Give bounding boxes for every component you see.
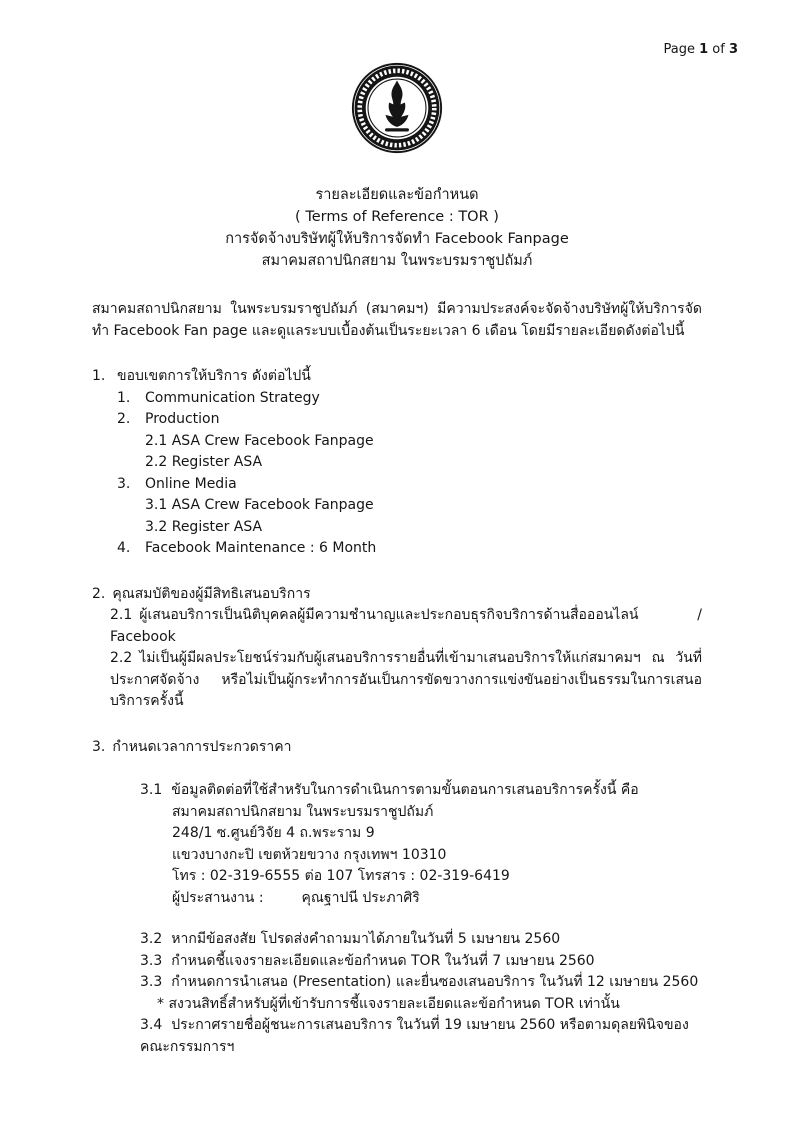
page-number-middle: of xyxy=(712,42,725,57)
section-1-heading xyxy=(92,366,702,388)
item-label: 3.1 xyxy=(140,782,163,798)
item-label: 3.3 xyxy=(140,952,163,969)
list-subitem xyxy=(92,495,702,517)
title-line-4: สมาคมสถาปนิกสยาม ในพระบรมราชูปถัมภ์ xyxy=(261,253,533,269)
coordinator-name: คุณฐาปนี ประภาศิริ xyxy=(301,889,420,906)
item-text: ข้อมูลติดต่อที่ใช้สำหรับในการดำเนินการตามขั้นตอนการเสนอบริการครั้งนี้ คือ xyxy=(171,782,639,798)
list-item-number: 1. xyxy=(117,389,131,406)
title-line-2: ( Terms of Reference : TOR ) xyxy=(295,209,499,225)
list-item-number: 4. xyxy=(117,540,131,556)
contact-org-name: สมาคมสถาปนิกสยาม ในพระบรมราชูปถัมภ์ xyxy=(172,803,434,820)
item-label: 3.2 xyxy=(140,931,163,947)
list-item-text: Facebook Maintenance : 6 Month xyxy=(145,540,377,556)
logo-container xyxy=(92,0,702,154)
section-2-heading xyxy=(92,584,702,606)
schedule-item xyxy=(92,951,702,973)
title-line-3: การจัดจ้างบริษัทผู้ให้บริการจัดทำ Facebook Fanpage xyxy=(225,231,569,247)
list-subitem xyxy=(92,517,702,539)
list-item-text: 3.1 ASA Crew Facebook Fanpage xyxy=(145,497,374,513)
schedule-item xyxy=(92,1015,702,1058)
list-item xyxy=(92,409,702,431)
section-2-item xyxy=(92,605,702,648)
list-subitem xyxy=(92,452,702,474)
page-number-prefix: Page xyxy=(663,42,695,57)
page-number xyxy=(663,42,738,58)
list-item-text: Production xyxy=(145,411,220,427)
section-2-item xyxy=(92,648,702,713)
item-text: กำหนดการนำเสนอ (Presentation) และยื่นซองเสนอบริการ ในวันที่ 12 เมษายน 2560 xyxy=(171,974,699,990)
list-item-text: 2.1 ASA Crew Facebook Fanpage xyxy=(145,432,374,449)
list-item-text: 3.2 Register ASA xyxy=(145,518,263,535)
schedule-block xyxy=(92,929,702,1058)
list-item xyxy=(92,474,702,496)
list-item-number: 3. xyxy=(117,475,131,492)
item-text: ประกาศรายชื่อผู้ชนะการเสนอบริการ ในวันที่ 19 เมษายน 2560 หรือตามดุลยพินิจของคณะกรรมการฯ xyxy=(140,1017,689,1055)
section-2-title: คุณสมบัติของผู้มีสิทธิเสนอบริการ xyxy=(112,585,311,602)
section-3-heading xyxy=(92,737,702,759)
item-label: 3.4 xyxy=(140,1017,163,1033)
contact-phone-fax: โทร : 02-319-6555 ต่อ 107 โทรสาร : 02-319-6419 xyxy=(172,868,510,884)
title-line-1: รายละเอียดและข้อกำหนด xyxy=(315,187,479,203)
item-text: หากมีข้อสงสัย โปรดส่งคำถามมาได้ภายในวันที่ 5 เมษายน 2560 xyxy=(171,931,561,947)
list-item-text: Communication Strategy xyxy=(145,389,320,406)
intro-paragraph: สมาคมสถาปนิกสยาม ในพระบรมราชูปถัมภ์ (สมาคมฯ) มีความประสงค์จะจัดจ้างบริษัทผู้ให้บริการจัดทำ Facebook Fan page และดูแลระบบเบื้องต้นเป็นระยะเวลา 6 เดือน โดยมีรายละเอียดดังต่อไปนี้ xyxy=(92,301,702,339)
document-title-block xyxy=(92,184,702,272)
asa-seal-logo xyxy=(351,62,443,154)
list-item-text: Online Media xyxy=(145,475,237,492)
schedule-note: * สงวนสิทธิ์สำหรับผู้ที่เข้ารับการชี้แจงรายละเอียดและข้อกำหนด TOR เท่านั้น xyxy=(157,995,620,1012)
schedule-item xyxy=(92,929,702,951)
section-1-title: ขอบเขตการให้บริการ ดังต่อไปนี้ xyxy=(117,368,311,384)
section-3-item-3-1 xyxy=(92,780,702,802)
contact-address-line-2: แขวงบางกะปิ เขตห้วยขวาง กรุงเทพฯ 10310 xyxy=(172,846,447,863)
contact-address-line-1: 248/1 ซ.ศูนย์วิจัย 4 ถ.พระราม 9 xyxy=(172,825,375,841)
section-1-number: 1. xyxy=(92,368,106,384)
coordinator-label: ผู้ประสานงาน : xyxy=(172,889,264,906)
list-subitem xyxy=(92,431,702,453)
page-number-current: 1 xyxy=(699,42,709,57)
item-text: ไม่เป็นผู้มีผลประโยชน์ร่วมกับผู้เสนอบริการรายอื่นที่เข้ามาเสนอบริการให้แก่สมาคมฯ ณ วันที่ ประกาศจัดจ้าง หรือไม่เป็นผู้กระทำการอันเป็นการขัดขวางการแข่งขันอย่างเป็นธรรมในการเสนอ บริการครั้งนี้ xyxy=(110,650,702,709)
contact-coordinator xyxy=(172,888,702,910)
list-item-text: 2.2 Register ASA xyxy=(145,454,263,470)
item-label: 2.2 xyxy=(110,650,133,666)
section-3-title: กำหนดเวลาการประกวดราคา xyxy=(112,738,292,755)
section-3-number: 3. xyxy=(92,738,106,755)
item-label: 3.3 xyxy=(140,974,163,990)
schedule-item xyxy=(92,972,702,994)
section-2-number: 2. xyxy=(92,585,106,602)
list-item xyxy=(92,538,702,560)
list-item-number: 2. xyxy=(117,411,131,427)
item-text: กำหนดชี้แจงรายละเอียดและข้อกำหนด TOR ในวันที่ 7 เมษายน 2560 xyxy=(171,952,595,969)
item-label: 2.1 xyxy=(110,607,133,623)
list-item xyxy=(92,388,702,410)
page-number-total: 3 xyxy=(728,42,738,57)
contact-block xyxy=(92,802,702,910)
item-text: ผู้เสนอบริการเป็นนิติบุคคลผู้มีความชำนาญและประกอบธุรกิจบริการด้านสื่อออนไลน์ / Facebook xyxy=(110,607,702,645)
